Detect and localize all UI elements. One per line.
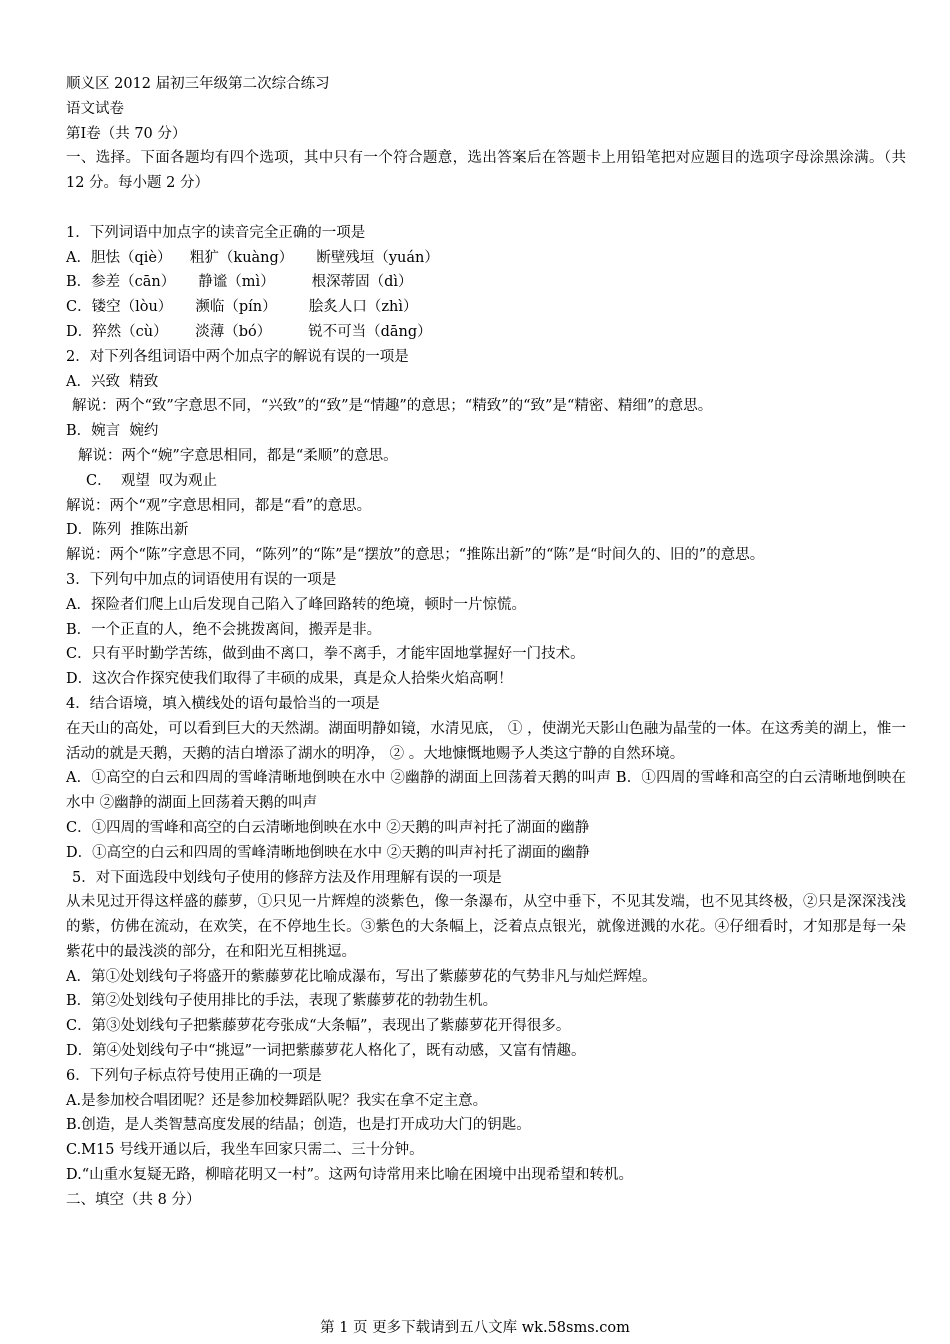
- q3-option-c: C．只有平时勤学苦练，做到曲不离口，拳不离手，才能牢固地掌握好一门技术。: [66, 646, 585, 663]
- q4-option-d: D．①高空的白云和四周的雪峰清晰地倒映在水中 ②天鹅的叫声衬托了湖面的幽静: [66, 844, 590, 861]
- q4-stem: 4．结合语境，填入横线处的语句最恰当的一项是: [66, 695, 380, 712]
- q1-option-a: A．胆怯（qiè） 粗犷（kuàng） 断壁残垣（yuán）: [66, 249, 439, 266]
- q5-option-c: C．第③处划线句子把紫藤萝花夸张成“大条幅”，表现出了紫藤萝花开得很多。: [66, 1018, 571, 1035]
- exam-subject: 语文试卷: [66, 100, 124, 117]
- q1-option-d: D．猝然（cù） 淡薄（bó） 锐不可当（dāng）: [66, 323, 432, 340]
- q5-passage: 从未见过开得这样盛的藤萝，①只见一片辉煌的淡紫色，像一条瀑布，从空中垂下，不见其发端，也不见其终极，②只是深深浅浅的紫，仿佛在流动，在欢笑，在不停地生长。③紫色的大条幅上，泛着点点银光，就像迸溅的水花。④仔细看时，才知那是每一朵紫花中的最浅淡的部分，在和阳光互相挑逗。: [66, 894, 906, 960]
- q1-option-b: B．参差（cān） 静谧（mì） 根深蒂固（dì）: [66, 274, 413, 291]
- section1-instructions: 一、选择。下面各题均有四个选项，其中只有一个符合题意，选出答案后在答题卡上用铅笔把对应题目的选项字母涂黑涂满。（共 12 分。每小题 2 分）: [66, 150, 906, 192]
- blank-line: [66, 196, 906, 221]
- q5-stem: 5．对下面选段中划线句子使用的修辞方法及作用理解有误的一项是: [72, 869, 502, 886]
- q2-option-b-note: 解说：两个“婉”字意思相同，都是“柔顺”的意思。: [78, 447, 398, 464]
- q3-option-a: A．探险者们爬上山后发现自己陷入了峰回路转的绝境，顿时一片惊慌。: [66, 596, 526, 613]
- q6-stem: 6．下列句子标点符号使用正确的一项是: [66, 1067, 322, 1084]
- exam-part: 第Ⅰ卷（共 70 分）: [66, 125, 187, 142]
- q2-option-a: A．兴致 精致: [66, 373, 159, 390]
- q6-option-c: C.M15 号线开通以后，我坐车回家只需二、三十分钟。: [66, 1142, 424, 1159]
- q3-option-b: B．一个正直的人，绝不会挑拨离间，搬弄是非。: [66, 621, 382, 638]
- q2-option-c: C． 观望 叹为观止: [86, 472, 218, 489]
- page-footer: 第 1 页 更多下载请到五八文库 wk.58sms.com: [320, 1320, 630, 1336]
- exam-title: 顺义区 2012 届初三年级第二次综合练习: [66, 76, 330, 92]
- q6-option-d: D.“山重水复疑无路，柳暗花明又一村”。这两句诗常用来比喻在困境中出现希望和转机。: [66, 1167, 634, 1184]
- q1-stem: 1．下列词语中加点字的读音完全正确的一项是: [66, 224, 366, 241]
- q2-option-a-note: 解说：两个“致”字意思不同，“兴致”的“致”是“情趣”的意思；“精致”的“致”是“精密、精细”的意思。: [72, 398, 713, 415]
- q4-option-ab: A．①高空的白云和四周的雪峰清晰地倒映在水中 ②幽静的湖面上回荡着天鹅的叫声 B．①四周的雪峰和高空的白云清晰地倒映在水中 ②幽静的湖面上回荡着天鹅的叫声: [66, 770, 906, 812]
- q6-option-b: B.创造，是人类智慧高度发展的结晶；创造，也是打开成功大门的钥匙。: [66, 1117, 531, 1134]
- q4-passage: 在天山的高处，可以看到巨大的天然湖。湖面明静如镜，水清见底， ① ，使湖光天影山色融为晶莹的一体。在这秀美的湖上，惟一活动的就是天鹅，天鹅的洁白增添了湖水的明净， ② 。大地慷慨地赐予人类这宁静的自然环境。: [66, 720, 906, 762]
- q4-option-c: C．①四周的雪峰和高空的白云清晰地倒映在水中 ②天鹅的叫声衬托了湖面的幽静: [66, 819, 590, 836]
- q3-stem: 3．下列句中加点的词语使用有误的一项是: [66, 571, 337, 588]
- q2-stem: 2．对下列各组词语中两个加点字的解说有误的一项是: [66, 348, 409, 365]
- q2-option-b: B．婉言 婉约: [66, 423, 159, 440]
- q2-option-c-note: 解说：两个“观”字意思相同，都是“看”的意思。: [66, 497, 372, 514]
- q2-option-d: D．陈列 推陈出新: [66, 522, 189, 539]
- q5-option-d: D．第④处划线句子中“挑逗”一词把紫藤萝花人格化了，既有动感，又富有情趣。: [66, 1043, 586, 1060]
- q6-option-a: A.是参加校合唱团呢？还是参加校舞蹈队呢？我实在拿不定主意。: [66, 1092, 488, 1109]
- q2-option-d-note: 解说：两个“陈”字意思不同，“陈列”的“陈”是“摆放”的意思；“推陈出新”的“陈”是“时间久的、旧的”的意思。: [66, 547, 765, 564]
- q5-option-b: B．第②处划线句子使用排比的手法，表现了紫藤萝花的勃勃生机。: [66, 993, 498, 1010]
- q1-option-c: C．镂空（lòu） 濒临（pín） 脍炙人口（zhì）: [66, 299, 418, 316]
- q3-option-d: D．这次合作探究使我们取得了丰硕的成果，真是众人拾柴火焰高啊！: [66, 671, 513, 688]
- q5-option-a: A．第①处划线句子将盛开的紫藤萝花比喻成瀑布，写出了紫藤萝花的气势非凡与灿烂辉煌。: [66, 968, 657, 985]
- section2-title: 二、填空（共 8 分）: [66, 1191, 201, 1208]
